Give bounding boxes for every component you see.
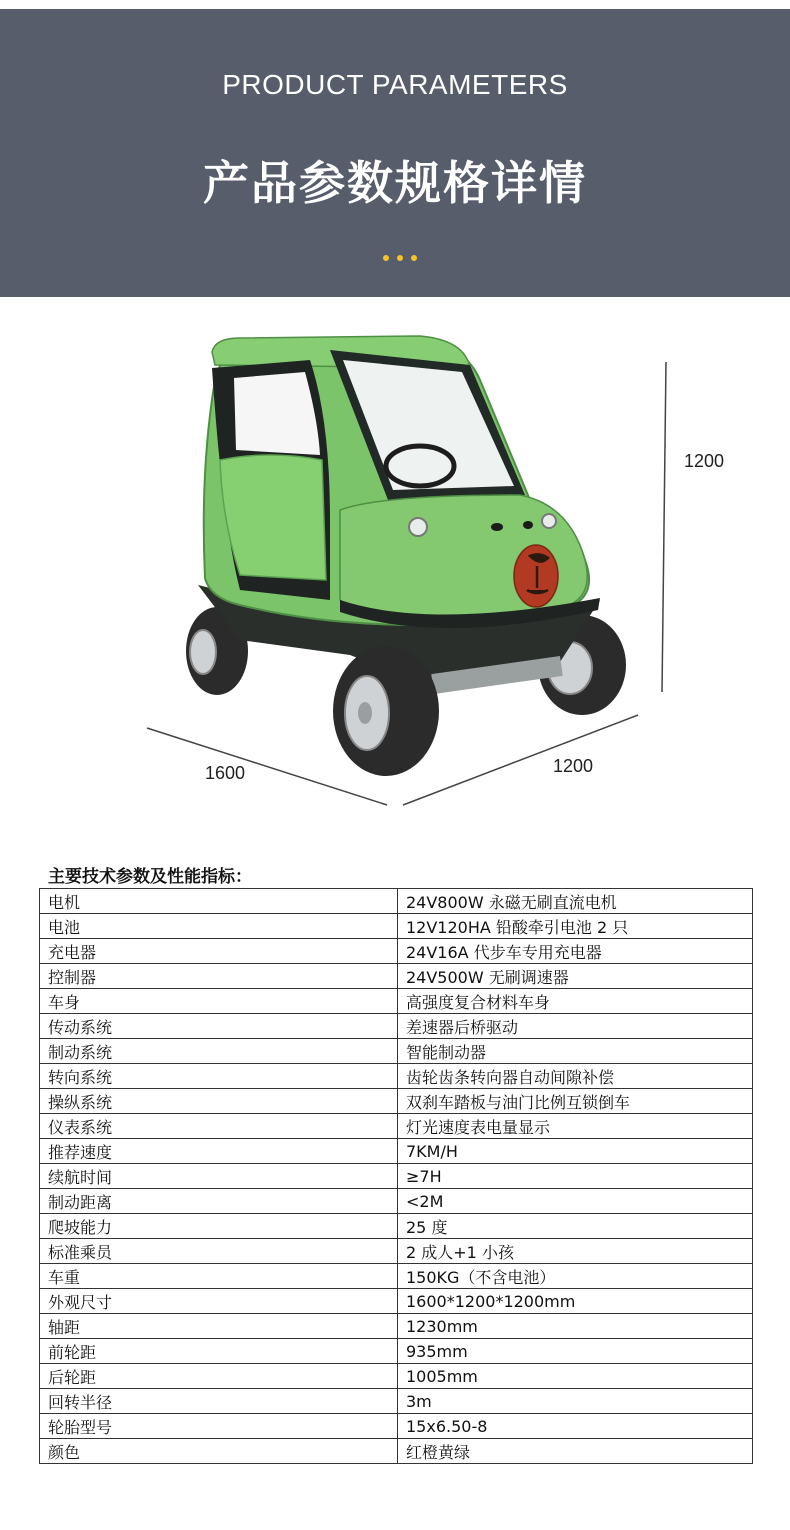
spec-key: 车身 bbox=[40, 989, 398, 1014]
left-eye bbox=[491, 523, 503, 531]
car-drawing bbox=[0, 300, 790, 820]
dot bbox=[383, 255, 389, 261]
spec-value: 150KG（不含电池） bbox=[398, 1264, 753, 1289]
spec-key: 颜色 bbox=[40, 1439, 398, 1464]
height-dimension-label: 1200 bbox=[684, 451, 725, 471]
spec-key: 电机 bbox=[40, 889, 398, 914]
table-row bbox=[40, 1314, 753, 1339]
spec-value: 7KM/H bbox=[398, 1139, 753, 1164]
spec-value: 1005mm bbox=[398, 1364, 753, 1389]
spec-key: 轮胎型号 bbox=[40, 1414, 398, 1439]
spec-value: 智能制动器 bbox=[398, 1039, 753, 1064]
table-row bbox=[40, 1039, 753, 1064]
table-row bbox=[40, 964, 753, 989]
table-row bbox=[40, 914, 753, 939]
title-english: PRODUCT PARAMETERS bbox=[222, 69, 568, 100]
spec-value: 齿轮齿条转向器自动间隙补偿 bbox=[398, 1064, 753, 1089]
spec-value: ≥7H bbox=[398, 1164, 753, 1189]
spec-key: 标准乘员 bbox=[40, 1239, 398, 1264]
right-eye bbox=[523, 521, 533, 529]
dots-ornament bbox=[383, 255, 417, 261]
table-row bbox=[40, 1064, 753, 1089]
table-row bbox=[40, 1389, 753, 1414]
left-headlight bbox=[409, 518, 427, 536]
table-row bbox=[40, 1214, 753, 1239]
table-row bbox=[40, 1189, 753, 1214]
spec-key: 外观尺寸 bbox=[40, 1289, 398, 1314]
spec-key: 传动系统 bbox=[40, 1014, 398, 1039]
seat bbox=[220, 455, 326, 580]
spec-key: 轴距 bbox=[40, 1314, 398, 1339]
table-row bbox=[40, 1364, 753, 1389]
spec-key: 续航时间 bbox=[40, 1164, 398, 1189]
spec-key: 车重 bbox=[40, 1264, 398, 1289]
table-row bbox=[40, 1289, 753, 1314]
spec-key: 爬坡能力 bbox=[40, 1214, 398, 1239]
spec-key: 操纵系统 bbox=[40, 1089, 398, 1114]
header-banner bbox=[0, 9, 790, 297]
side-window bbox=[234, 372, 320, 455]
spec-value: 2 成人+1 小孩 bbox=[398, 1239, 753, 1264]
spec-value: 12V120HA 铅酸牵引电池 2 只 bbox=[398, 914, 753, 939]
table-row bbox=[40, 1014, 753, 1039]
width-dimension-label: 1200 bbox=[553, 756, 594, 776]
length-dimension-label: 1600 bbox=[205, 763, 246, 783]
table-row bbox=[40, 1239, 753, 1264]
dot bbox=[411, 255, 417, 261]
spec-value: 差速器后桥驱动 bbox=[398, 1014, 753, 1039]
table-row bbox=[40, 1339, 753, 1364]
spec-value: <2M bbox=[398, 1189, 753, 1214]
spec-value: 1600*1200*1200mm bbox=[398, 1289, 753, 1314]
spec-value: 935mm bbox=[398, 1339, 753, 1364]
spec-key: 前轮距 bbox=[40, 1339, 398, 1364]
table-row bbox=[40, 1139, 753, 1164]
spec-value: 24V500W 无刷调速器 bbox=[398, 964, 753, 989]
height-dimension-line bbox=[662, 362, 666, 692]
table-row bbox=[40, 989, 753, 1014]
spec-key: 转向系统 bbox=[40, 1064, 398, 1089]
table-row bbox=[40, 1114, 753, 1139]
front-left-wheel bbox=[333, 646, 439, 776]
table-row bbox=[40, 889, 753, 914]
spec-key: 回转半径 bbox=[40, 1389, 398, 1414]
title-chinese: 产品参数规格详情 bbox=[203, 156, 587, 210]
spec-key: 控制器 bbox=[40, 964, 398, 989]
specs-title: 主要技术参数及性能指标： bbox=[48, 867, 252, 887]
spec-value: 25 度 bbox=[398, 1214, 753, 1239]
table-row bbox=[40, 1264, 753, 1289]
table-row bbox=[40, 1439, 753, 1464]
spec-value: 灯光速度表电量显示 bbox=[398, 1114, 753, 1139]
dot bbox=[397, 255, 403, 261]
table-row bbox=[40, 939, 753, 964]
spec-key: 制动距离 bbox=[40, 1189, 398, 1214]
spec-value: 1230mm bbox=[398, 1314, 753, 1339]
spec-value: 双刹车踏板与油门比例互锁倒车 bbox=[398, 1089, 753, 1114]
width-dimension-line bbox=[403, 715, 638, 805]
spec-key: 充电器 bbox=[40, 939, 398, 964]
product-illustration bbox=[0, 300, 790, 820]
spec-key: 推荐速度 bbox=[40, 1139, 398, 1164]
spec-key: 仪表系统 bbox=[40, 1114, 398, 1139]
spec-value: 高强度复合材料车身 bbox=[398, 989, 753, 1014]
table-row bbox=[40, 1414, 753, 1439]
spec-value: 15x6.50-8 bbox=[398, 1414, 753, 1439]
specs-table bbox=[39, 888, 753, 1464]
spec-value: 红橙黄绿 bbox=[398, 1439, 753, 1464]
spec-value: 24V800W 永磁无刷直流电机 bbox=[398, 889, 753, 914]
spec-key: 制动系统 bbox=[40, 1039, 398, 1064]
table-row bbox=[40, 1164, 753, 1189]
spec-value: 24V16A 代步车专用充电器 bbox=[398, 939, 753, 964]
spec-key: 后轮距 bbox=[40, 1364, 398, 1389]
spec-value: 3m bbox=[398, 1389, 753, 1414]
table-row bbox=[40, 1089, 753, 1114]
spec-key: 电池 bbox=[40, 914, 398, 939]
right-headlight bbox=[542, 514, 556, 528]
